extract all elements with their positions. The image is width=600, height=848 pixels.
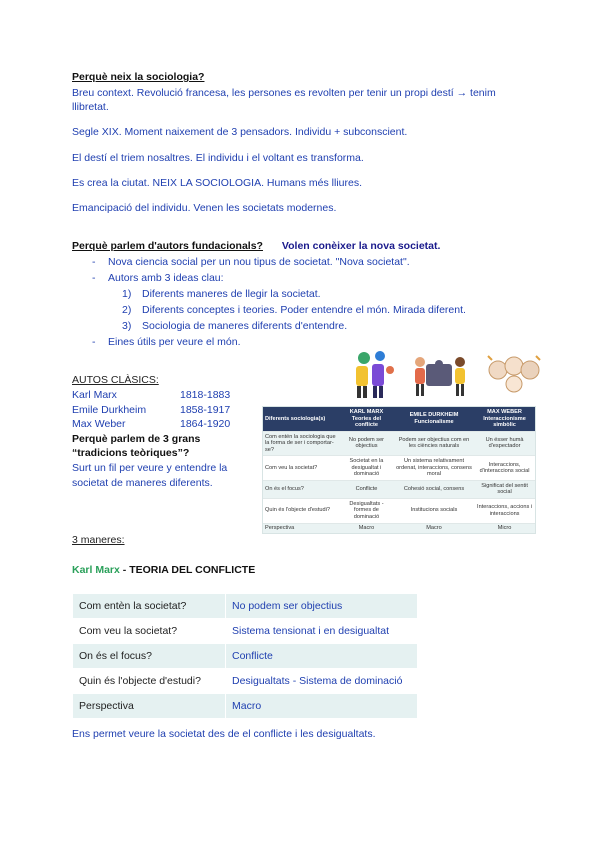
table-row: Com entén la sociologia que la forma de ser i comportar-se? No podem ser objectius Podem ser objectius com en les ciències naturals Un ésser humà d'espectador [263,431,535,456]
context-line: Breu context. Revolució francesa, les persones es revolten per tenir un propi destí → tenim [72,87,496,99]
list-item: - Eines útils per veure el món. [92,336,241,348]
mini-header: Diferents sociologia(s) [263,407,339,431]
authors-heading: AUTOS CLÀSICS: [72,374,159,386]
founding-question: Perquè parlem d'autors fundacionals? [72,240,263,252]
protest-illustration [346,350,400,400]
author-row: Max Weber 1864-1920 [72,418,231,430]
list-item: - Nova ciencia social per un nou tipus de societat. "Nova societat". [92,256,410,268]
list-item: - Autors amb 3 ideas clau: 1) Diferents maneres de llegir la societat. 2) Diferents conceptes i teories. Poder entendre el món. Mirada diferent. 3) Sociologia de maneres diferents d'entendre. [92,272,466,332]
section-heading-founding-authors [72,240,440,252]
traditions-text: Surt un fil per veure y entendre la societat de maneres diferents. [72,462,228,489]
destiny-line: El destí el triem nosaltres. El individu i el voltant es transforma. [72,152,364,164]
century-line: Segle XIX. Moment naixement de 3 pensadors. Individu + subconscient. [72,126,408,138]
puzzle-team-illustration [412,352,468,398]
table-row: On és el focus? Conflicte [73,644,418,669]
three-ways-label: 3 maneres: [72,534,125,546]
list-item: 1) Diferents maneres de llegir la societat. [122,288,321,300]
mini-header: EMILE DURKHEIM Funcionalisme [394,407,474,431]
table-row: Perspectiva Macro [73,694,418,719]
list-item: 3) Sociologia de maneres diferents d'entendre. [122,320,348,332]
table-row: On és el focus? Conflicte Cohesió social, consens Significat del sentit social [263,481,535,499]
table-row: Quin és l'objecte d'estudi? Desigualtats - Sistema de dominació [73,669,418,694]
key-ideas-list [108,286,466,334]
founding-bullets [92,254,466,350]
comparison-table-image [262,406,536,534]
section-heading-why-sociology: Perquè neix la sociologia? [72,71,205,83]
authors-list [72,388,230,432]
founding-answer: Volen conèixer la nova societat. [281,240,441,252]
table-row: Quin és l'objecte d'estudi? Desigualtats - formes de dominació Institucions socials Interaccions, accions i interaccions [263,498,535,523]
author-row: Emile Durkheim 1858-1917 [72,403,231,416]
table-row: Com veu la societat? Societat en la desigualtat i dominació Un sistema relativament ordenat, interaccions, consens moral Interaccions, d'interaccions social [263,456,535,481]
mini-header: KARL MARX Teories del conflicte [339,407,394,431]
table-row: Com entèn la societat? No podem ser objectius [73,594,418,619]
table-row: Com veu la societat? Sistema tensionat i en desigualtat [73,619,418,644]
conclusion-text: Ens permet veure la societat des de el conflicte i les desigualtats. [72,728,376,740]
table-row: Perspectiva Macro Macro Micro [263,523,535,533]
mini-header: MAX WEBER Interaccionisme simbòlic [474,407,535,431]
traditions-heading: Perquè parlem de 3 grans “tradicions teòriques”? [72,433,201,459]
context-line-cont: llibretat. [72,101,109,113]
author-row: Karl Marx 1818-1883 [72,389,231,401]
emancipation-line: Emancipació del individu. Venen les societats modernes. [72,202,337,214]
list-item: 2) Diferents conceptes i teories. Poder entendre el món. Mirada diferent. [122,304,466,316]
group-illustration [484,354,544,394]
marx-table [72,593,418,719]
city-line: Es crea la ciutat. NEIX LA SOCIOLOGIA. Humans més lliures. [72,177,363,189]
marx-heading: Karl Marx - TEORIA DEL CONFLICTE [72,564,256,576]
